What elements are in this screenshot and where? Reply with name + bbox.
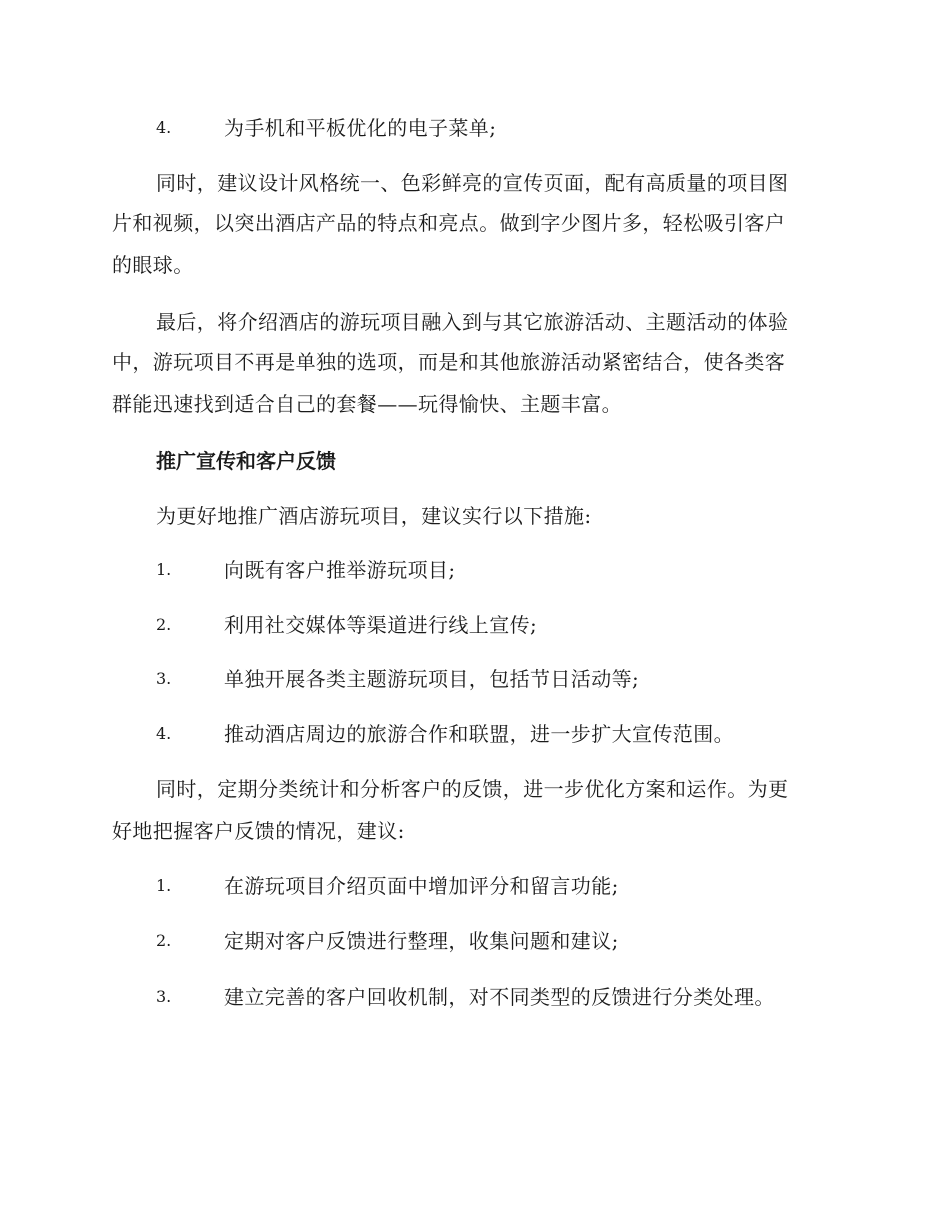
paragraph-line: 最后，将介绍酒店的游玩项目融入到与其它旅游活动、主题活动的体验: [156, 310, 789, 334]
list-item-text: 为手机和平板优化的电子菜单;: [224, 116, 497, 140]
paragraph-line: 的眼球。: [112, 253, 194, 277]
paragraph-line: 为更好地推广酒店游玩项目，建议实行以下措施:: [156, 504, 592, 528]
list-item-text: 定期对客户反馈进行整理，收集问题和建议;: [224, 929, 619, 953]
list-item-number: 3.: [156, 669, 172, 688]
list-item-text: 向既有客户推举游玩项目;: [224, 558, 456, 582]
list-item-number: 2.: [156, 615, 172, 634]
list-item-text: 在游玩项目介绍页面中增加评分和留言功能;: [224, 874, 619, 898]
list-item-number: 4.: [156, 118, 172, 137]
paragraph-line: 群能迅速找到适合自己的套餐——玩得愉快、主题丰富。: [112, 392, 622, 416]
paragraph-line: 片和视频，以突出酒店产品的特点和亮点。做到字少图片多，轻松吸引客户: [112, 211, 786, 235]
section-heading: 推广宣传和客户反馈: [156, 449, 336, 473]
list-item-text: 单独开展各类主题游玩项目，包括节日活动等;: [224, 667, 640, 691]
paragraph-line: 中，游玩项目不再是单独的选项，而是和其他旅游活动紧密结合，使各类客: [112, 350, 786, 374]
list-item-number: 2.: [156, 931, 172, 950]
list-item-text: 建立完善的客户回收机制，对不同类型的反馈进行分类处理。: [224, 985, 775, 1009]
list-item-number: 4.: [156, 724, 172, 743]
list-item-text: 推动酒店周边的旅游合作和联盟，进一步扩大宣传范围。: [224, 722, 734, 746]
list-item-number: 1.: [156, 876, 172, 895]
paragraph-line: 好地把握客户反馈的情况，建议:: [112, 819, 405, 843]
list-item-number: 3.: [156, 987, 172, 1006]
paragraph-line: 同时，定期分类统计和分析客户的反馈，进一步优化方案和运作。为更: [156, 777, 789, 801]
list-item-number: 1.: [156, 560, 172, 579]
list-item-text: 利用社交媒体等渠道进行线上宣传;: [224, 613, 538, 637]
paragraph-line: 同时，建议设计风格统一、色彩鲜亮的宣传页面，配有高质量的项目图: [156, 171, 789, 195]
